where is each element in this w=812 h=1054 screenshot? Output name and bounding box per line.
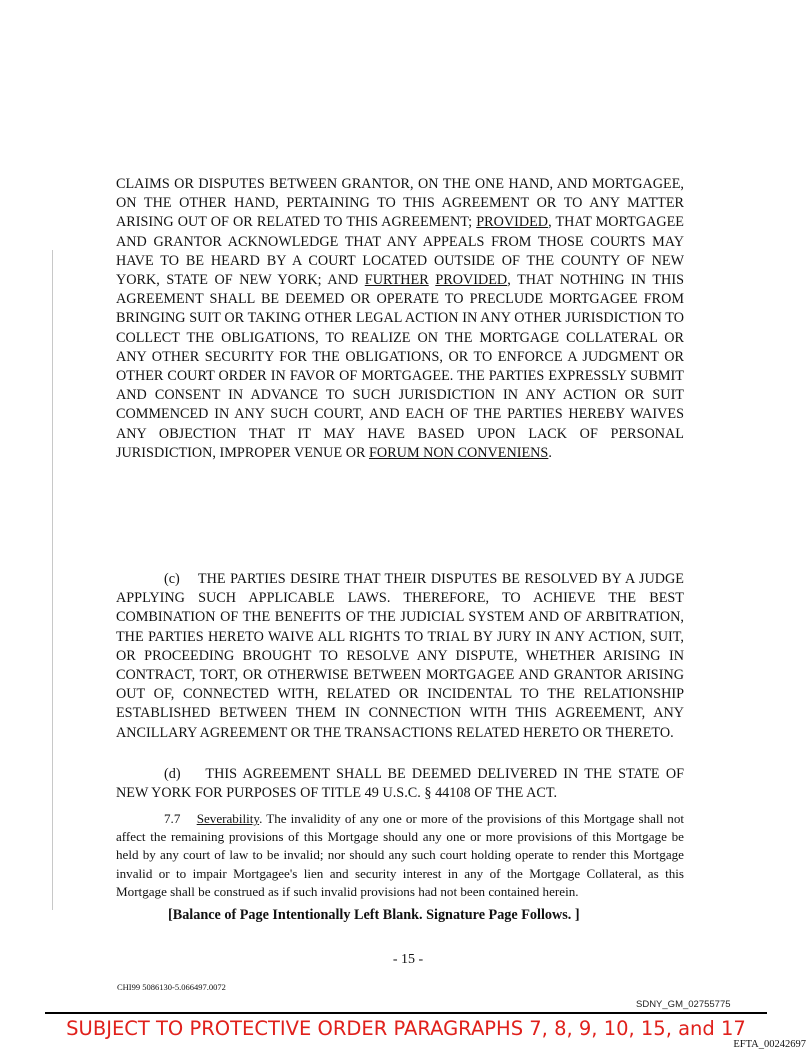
clause-d-text: THIS AGREEMENT SHALL BE DEEMED DELIVERED IN THE STATE OF NEW YORK FOR PURPOSES OF TITLE 49 U.S.C. § 44108 OF THE ACT. [116, 766, 684, 802]
forum-non-conveniens: FORUM NON CONVENIENS [369, 444, 549, 461]
clause-c-text: THE PARTIES DESIRE THAT THEIR DISPUTES BE RESOLVED BY A JUDGE APPLYING SUCH APPLICABLE LAWS. THEREFORE, TO ACHIEVE THE BEST COMBINATION OF THE BENEFITS OF THE JUDICIAL SYSTEM AND OF ARBITRATION, THE PARTIES HERETO WAIVE ALL RIGHTS TO TRIAL BY JURY IN ANY ACTION, SUIT, OR PROCEEDING BROUGHT TO RESOLVE ANY DISPUTE, WHETHER ARISING IN CONTRACT, TORT, OR OTHERWISE BETWEEN MORTGAGEE AND GRANTOR ARISING OUT OF, CONNECTED WITH, RELATED OR INCIDENTAL TO THE RELATIONSHIP ESTABLISHED BETWEEN THEM IN CONNECTION WITH THIS AGREEMENT, ANY ANCILLARY AGREEMENT OR THE TRANSACTIONS RELATED HERETO OR THERETO. [116, 571, 684, 741]
document-id: CHI99 5086130-5.066497.0072 [117, 982, 226, 992]
further-underlined: FURTHER [364, 272, 429, 289]
clause-c-label: (c) [164, 571, 180, 587]
protective-order-notice: SUBJECT TO PROTECTIVE ORDER PARAGRAPHS 7, 8, 9, 10, 15, and 17 [66, 1017, 746, 1040]
left-margin-line [52, 250, 53, 910]
clause-b-text-2: , THAT MORTGAGEE AND GRANTOR ACKNOWLEDGE THAT ANY APPEALS FROM THOSE COURTS MAY HAVE TO BE HEARD BY A COURT LOCATED OUTSIDE OF THE COUNTY OF NEW YORK, STATE OF NEW YORK; AND [116, 214, 684, 289]
section-number: 7.7 [164, 811, 181, 826]
clause-b-paragraph [116, 175, 684, 463]
clause-b-period: . [548, 444, 552, 461]
efta-number: EFTA_00242697 [733, 1039, 806, 1050]
footer-rule [45, 1012, 767, 1014]
section-7-7 [116, 810, 684, 901]
section-7-7-paragraph [116, 810, 684, 901]
provided-underlined: PROVIDED [476, 214, 549, 231]
clause-d-paragraph [116, 765, 684, 803]
clause-c [116, 570, 684, 743]
clause-d [116, 765, 684, 803]
balance-note: [Balance of Page Intentionally Left Blank. Signature Page Follows. ] [168, 907, 580, 923]
section-text: . The invalidity of any one or more of the provisions of this Mortgage shall not affect the remaining provisions of this Mortgage should any one or more provisions of this Mortgage be held by any court of law to be invalid; nor should any such court holding operate to render this Mortgage invalid or to impair Mortgagee's lien and security interest in any of the Mortgage Collateral, as this Mortgage shall be construed as if such invalid provisions had not been contained herein. [116, 811, 685, 899]
page-number: - 15 - [392, 952, 424, 967]
clause-d-label: (d) [164, 766, 181, 782]
bates-number: SDNY_GM_02755775 [636, 999, 731, 1010]
provided-underlined-2: PROVIDED [435, 272, 508, 289]
clause-b-text-1: CLAIMS OR DISPUTES BETWEEN GRANTOR, ON THE ONE HAND, AND MORTGAGEE, ON THE OTHER HAND, PERTAINING TO THIS AGREEMENT OR TO ANY MATTER ARISING OUT OF OR RELATED TO THIS AGREEMENT; [116, 176, 684, 231]
section-heading: Severability [196, 811, 260, 826]
clause-b-continued [116, 175, 684, 463]
clause-b-text-3: , THAT NOTHING IN THIS AGREEMENT SHALL BE DEEMED OR OPERATE TO PRECLUDE MORTGAGEE FROM BRINGING SUIT OR TAKING OTHER LEGAL ACTION IN ANY OTHER JURISDICTION TO COLLECT THE OBLIGATIONS, TO REALIZE ON THE MORTGAGE COLLATERAL OR ANY OTHER SECURITY FOR THE OBLIGATIONS, OR TO ENFORCE A JUDGMENT OR OTHER COURT ORDER IN FAVOR OF MORTGAGEE. THE PARTIES EXPRESSLY SUBMIT AND CONSENT IN ADVANCE TO SUCH JURISDICTION IN ANY ACTION OR SUIT COMMENCED IN ANY SUCH COURT, AND EACH OF THE PARTIES HEREBY WAIVES ANY OBJECTION THAT IT MAY HAVE BASED UPON LACK OF PERSONAL JURISDICTION, IMPROPER VENUE OR [116, 272, 684, 461]
clause-c-paragraph [116, 570, 684, 743]
